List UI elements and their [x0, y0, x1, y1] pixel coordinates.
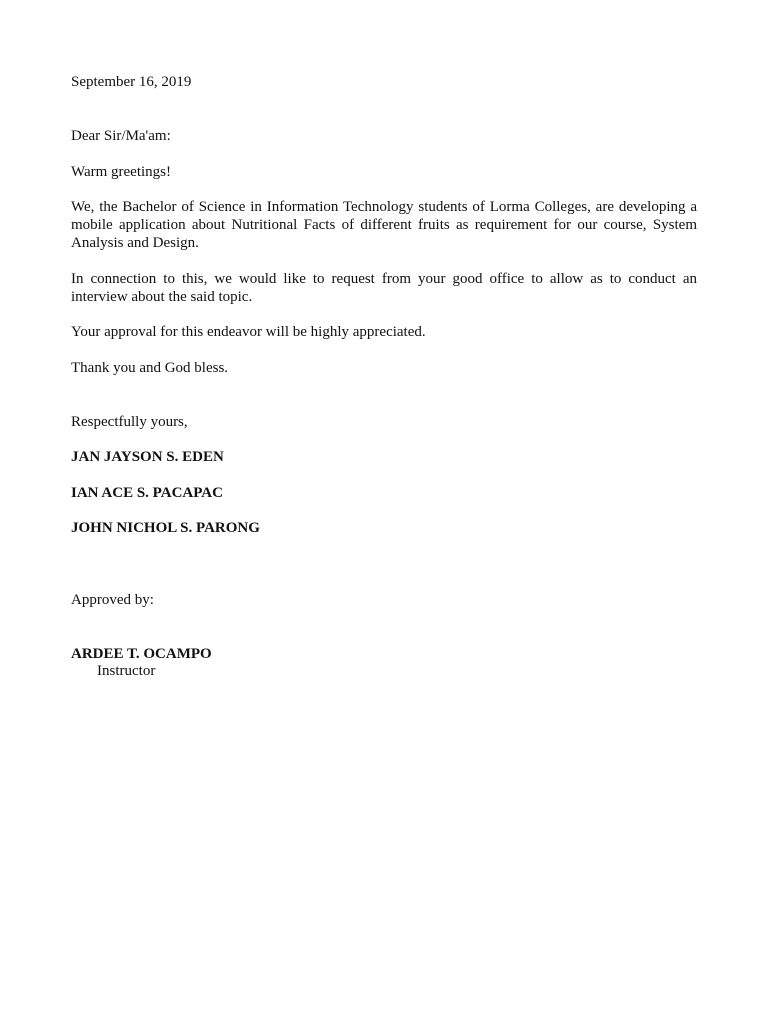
- signatory-name: JAN JAYSON S. EDEN: [71, 449, 224, 465]
- approval-label: Approved by:: [71, 592, 154, 608]
- body-paragraph-approval: Your approval for this endeavor will be highly appreciated.: [71, 324, 426, 340]
- approver-title: Instructor: [97, 663, 156, 679]
- body-paragraph-thanks: Thank you and God bless.: [71, 360, 229, 376]
- salutation: Dear Sir/Ma'am:: [71, 128, 171, 144]
- signatory-name: JOHN NICHOL S. PARONG: [71, 520, 260, 536]
- closing: Respectfully yours,: [71, 414, 188, 430]
- body-paragraph-request: In connection to this, we would like to request from your good office to allow as to conduct an interview about the said topic.: [71, 271, 697, 305]
- body-paragraph-intro: We, the Bachelor of Science in Information Technology students of Lorma Colleges, are developing a mobile application about Nutritional Facts of different fruits as requirement for our course, System Analysis and Design.: [71, 199, 697, 251]
- signatory-name: IAN ACE S. PACAPAC: [71, 485, 223, 501]
- greeting: Warm greetings!: [71, 164, 172, 180]
- letter-date: September 16, 2019: [71, 74, 192, 90]
- approver-name: ARDEE T. OCAMPO: [71, 646, 212, 662]
